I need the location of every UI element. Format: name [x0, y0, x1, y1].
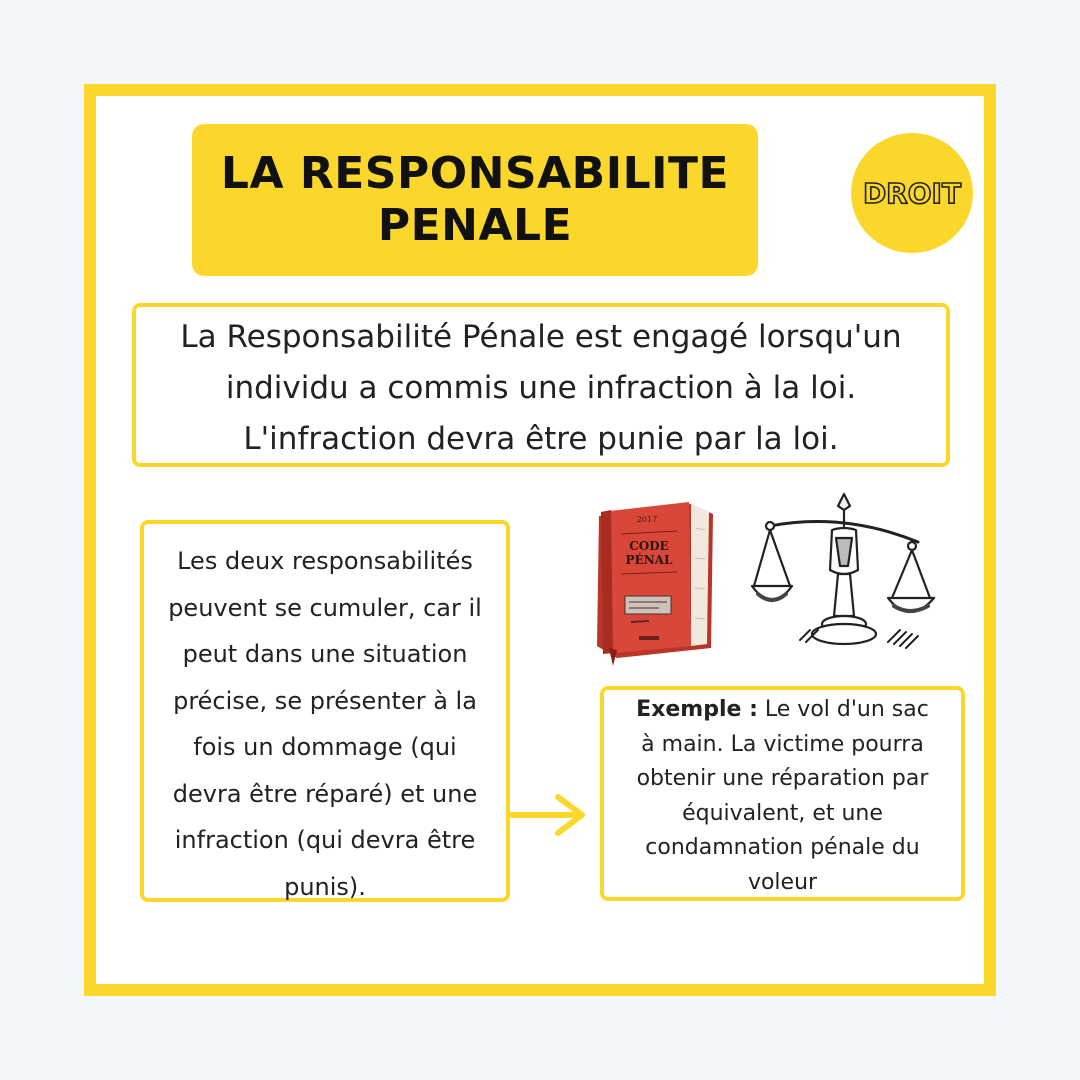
- cumulation-line: infraction (qui devra être: [174, 826, 476, 854]
- cumulation-line: précise, se présenter à la: [173, 686, 477, 715]
- scales-of-justice-icon: [748, 490, 948, 660]
- example-line-4: équivalent, et une: [682, 800, 883, 826]
- example-line-6: voleur: [747, 869, 818, 895]
- cumulation-line: peuvent se cumuler, car il: [168, 593, 482, 622]
- title-line-2: PENALE: [377, 200, 573, 251]
- page-title: [221, 148, 729, 252]
- book-title-line-1: CODE: [629, 539, 669, 553]
- cumulation-line: punis).: [284, 872, 366, 901]
- subject-badge-label: DROIT: [862, 176, 962, 210]
- book-year: 2017: [636, 515, 658, 524]
- title-line-1: LA RESPONSABILITE: [220, 148, 730, 199]
- example-line-5: condamnation pénale du: [645, 835, 920, 860]
- cumulation-box: [140, 520, 510, 902]
- example-line-2: à main. La victime pourra: [641, 731, 924, 757]
- title-banner: [192, 124, 758, 276]
- cumulation-line: peut dans une situation: [182, 640, 468, 668]
- code-penal-book: [587, 498, 717, 666]
- example-box: [600, 686, 965, 901]
- subject-badge: [851, 133, 973, 253]
- cumulation-line: devra être réparé) et une: [172, 779, 478, 808]
- definition-line-3: L'infraction devra être punie par la loi.: [243, 421, 839, 457]
- example-line-3: obtenir une réparation par: [636, 766, 929, 791]
- example-text-1: Le vol d'un sac: [764, 697, 929, 722]
- definition-line-1: La Responsabilité Pénale est engagé lorsqu'un: [180, 319, 902, 355]
- definition-box: [132, 303, 950, 467]
- example-label: Exemple :: [636, 697, 758, 722]
- cumulation-line: Les deux responsabilités: [177, 547, 473, 575]
- cumulation-line: fois un dommage (qui: [193, 733, 457, 761]
- definition-line-2: individu a commis une infraction à la loi.: [225, 370, 857, 406]
- book-title-line-2: PÉNAL: [625, 553, 673, 567]
- example-line-1: [612, 693, 953, 728]
- arrow-right-icon: [510, 790, 590, 840]
